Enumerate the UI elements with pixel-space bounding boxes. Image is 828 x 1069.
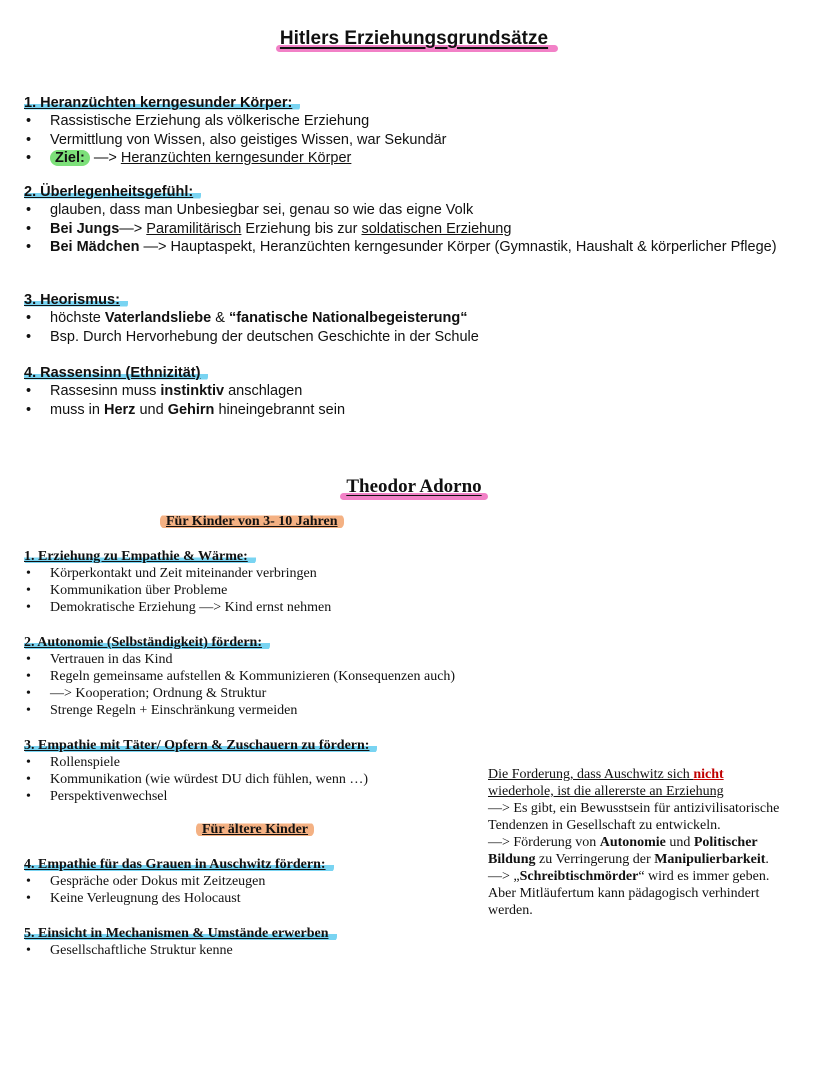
note-line: —> „Schreibtischmörder“ wird es immer geben. Aber Mitläufertum kann pädagogisch verhindert werden. xyxy=(488,869,770,918)
section-heading: 1. Heranzüchten kerngesunder Körper: xyxy=(24,95,300,111)
subtitle-older: Für ältere Kinder xyxy=(196,822,314,838)
adorno-section-1 xyxy=(24,548,544,616)
list-item: • Rassesinn muss instinktiv anschlagen xyxy=(24,382,804,400)
auschwitz-note xyxy=(488,766,788,919)
list-item: • muss in Herz und Gehirn hineingebrannt sein xyxy=(24,401,804,419)
list-item: • Körperkontakt und Zeit miteinander verbringen xyxy=(24,565,544,582)
jungs-text: soldatischen Erziehung xyxy=(361,220,512,237)
list-item: • Rollenspiele xyxy=(24,754,484,771)
list-item: • —> Kooperation; Ordnung & Struktur xyxy=(24,685,544,702)
note-line: wiederhole, ist die allererste an Erziehung xyxy=(488,784,724,799)
note-line: —> Förderung von Autonomie und Politischer Bildung zu Verringerung der Manipulierbarkeit. xyxy=(488,835,769,867)
page-title-text: Hitlers Erziehungsgrundsätze xyxy=(279,28,549,49)
list-item: • Kommunikation (wie würdest DU dich fühlen, wenn …) xyxy=(24,771,484,788)
list-item: • glauben, dass man Unbesiegbar sei, genau so wie das eigne Volk xyxy=(24,201,804,219)
list-item xyxy=(24,149,804,167)
list-item: • Perspektivenwechsel xyxy=(24,788,484,805)
list-item xyxy=(24,238,804,256)
list-item: • Keine Verleugnung des Holocaust xyxy=(24,890,484,907)
list-item: • höchste Vaterlandsliebe & “fanatische Nationalbegeisterung“ xyxy=(24,309,804,327)
adorno-title-text: Theodor Adorno xyxy=(346,476,482,497)
list-item: • Demokratische Erziehung —> Kind ernst nehmen xyxy=(24,599,544,616)
adorno-section-4 xyxy=(24,856,484,907)
list-item: • Kommunikation über Probleme xyxy=(24,582,544,599)
jungs-label: Bei Jungs xyxy=(50,220,120,237)
list-item: • Vermittlung von Wissen, also geistiges Wissen, war Sekundär xyxy=(24,131,804,149)
list-item xyxy=(24,220,804,238)
list-item: • Gesellschaftliche Struktur kenne xyxy=(24,942,484,959)
note-line: Die Forderung, dass Auschwitz sich nicht xyxy=(488,767,724,782)
adorno-section-5 xyxy=(24,925,484,959)
adorno-section-3 xyxy=(24,737,484,805)
section-heading: 1. Erziehung zu Empathie & Wärme: xyxy=(24,549,256,564)
subtitle-young: Für Kinder von 3- 10 Jahren xyxy=(160,514,344,530)
note-line: —> Es gibt, ein Bewusstsein für antizivilisatorische Tendenzen in Gesellschaft zu entwickeln. xyxy=(488,801,780,833)
section-heading: 4. Rassensinn (Ethnizität) xyxy=(24,365,208,381)
section-heading: 2. Überlegenheitsgefühl: xyxy=(24,184,201,200)
page-title xyxy=(0,28,828,50)
list-item: • Bsp. Durch Hervorhebung der deutschen Geschichte in der Schule xyxy=(24,328,804,346)
hitler-section-3 xyxy=(24,291,804,346)
ziel-label: Ziel: xyxy=(50,150,90,166)
list-item: • Rassistische Erziehung als völkerische Erziehung xyxy=(24,112,804,130)
section-heading: 3. Heorismus: xyxy=(24,292,128,308)
section-heading: 5. Einsicht in Mechanismen & Umstände erwerben xyxy=(24,926,337,941)
list-item: • Regeln gemeinsame aufstellen & Kommunizieren (Konsequenzen auch) xyxy=(24,668,544,685)
jungs-text: Erziehung bis zur xyxy=(241,220,362,237)
hitler-section-2 xyxy=(24,183,804,256)
hitler-section-1 xyxy=(24,94,804,167)
ziel-text: Heranzüchten kerngesunder Körper xyxy=(120,149,352,166)
adorno-title xyxy=(0,476,828,498)
arrow: —> xyxy=(89,149,121,166)
section-heading: 4. Empathie für das Grauen in Auschwitz fördern: xyxy=(24,857,334,872)
section-heading: 3. Empathie mit Täter/ Opfern & Zuschauern zu fördern: xyxy=(24,738,377,753)
arrow: —> xyxy=(119,220,147,237)
list-item: • Gespräche oder Dokus mit Zeitzeugen xyxy=(24,873,484,890)
maedchen-label: Bei Mädchen xyxy=(50,238,140,255)
jungs-text: Paramilitärisch xyxy=(146,220,242,237)
list-item: • Strenge Regeln + Einschränkung vermeiden xyxy=(24,702,544,719)
list-item: • Vertrauen in das Kind xyxy=(24,651,544,668)
maedchen-text: —> Hauptaspekt, Heranzüchten kerngesunder Körper (Gymnastik, Haushalt & körperlicher Pflege) xyxy=(139,238,777,255)
adorno-section-2 xyxy=(24,634,544,719)
hitler-section-4 xyxy=(24,364,804,419)
section-heading: 2. Autonomie (Selbständigkeit) fördern: xyxy=(24,635,270,650)
